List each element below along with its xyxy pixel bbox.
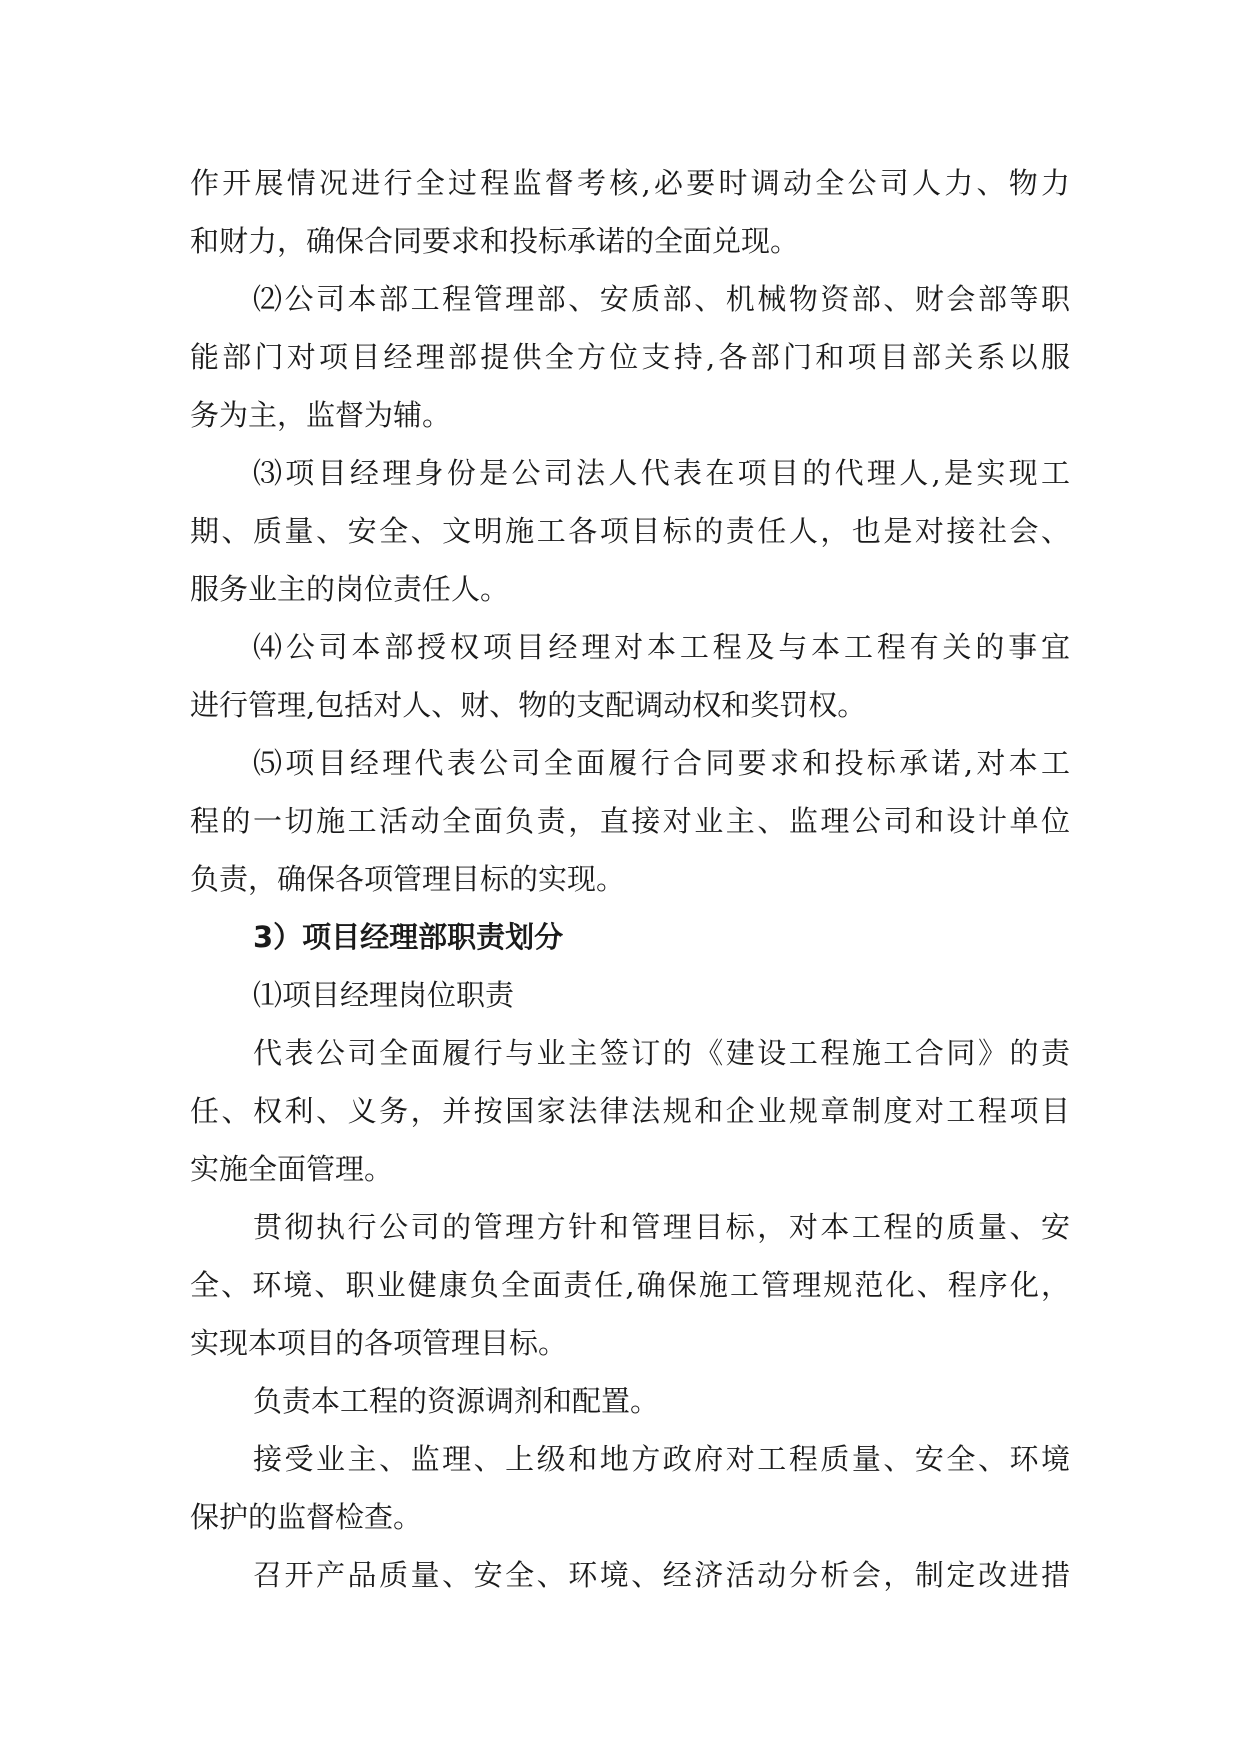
text-line: 任、权利、义务，并按国家法律法规和企业规章制度对工程项目	[190, 1094, 1070, 1128]
subsection-heading: ⑴项目经理岗位职责	[253, 978, 515, 1012]
section-heading: 3）项目经理部职责划分	[253, 920, 564, 954]
text-line: 作开展情况进行全过程监督考核,必要时调动全公司人力、物力	[190, 166, 1070, 200]
text-line: 负责，确保各项管理目标的实现。	[190, 862, 626, 896]
text-line: 能部门对项目经理部提供全方位支持,各部门和项目部关系以服	[190, 340, 1070, 374]
text-line: 进行管理,包括对人、财、物的支配调动权和奖罚权。	[190, 688, 867, 722]
paragraph-4-start: ⑷公司本部授权项目经理对本工程及与本工程有关的事宜	[253, 630, 1070, 664]
paragraph-start: 接受业主、监理、上级和地方政府对工程质量、安全、环境	[253, 1442, 1070, 1476]
paragraph-start: 贯彻执行公司的管理方针和管理目标，对本工程的质量、安	[253, 1210, 1070, 1244]
text-line: 期、质量、安全、文明施工各项目标的责任人，也是对接社会、	[190, 514, 1070, 548]
paragraph-2-start: ⑵公司本部工程管理部、安质部、机械物资部、财会部等职	[253, 282, 1070, 316]
text-line: 服务业主的岗位责任人。	[190, 572, 510, 606]
text-line: 和财力，确保合同要求和投标承诺的全面兑现。	[190, 224, 800, 258]
text-line: 保护的监督检查。	[190, 1500, 423, 1534]
paragraph-start: 代表公司全面履行与业主签订的《建设工程施工合同》的责	[253, 1036, 1070, 1070]
paragraph-3-start: ⑶项目经理身份是公司法人代表在项目的代理人,是实现工	[253, 456, 1070, 490]
text-line: 务为主，监督为辅。	[190, 398, 452, 432]
text-line: 实施全面管理。	[190, 1152, 394, 1186]
text-line: 全、环境、职业健康负全面责任,确保施工管理规范化、程序化，	[190, 1268, 1070, 1302]
paragraph-start: 召开产品质量、安全、环境、经济活动分析会，制定改进措	[253, 1558, 1070, 1592]
text-line: 程的一切施工活动全面负责，直接对业主、监理公司和设计单位	[190, 804, 1070, 838]
text-line: 实现本项目的各项管理目标。	[190, 1326, 568, 1360]
paragraph-start: 负责本工程的资源调剂和配置。	[253, 1384, 660, 1418]
paragraph-5-start: ⑸项目经理代表公司全面履行合同要求和投标承诺,对本工	[253, 746, 1070, 780]
